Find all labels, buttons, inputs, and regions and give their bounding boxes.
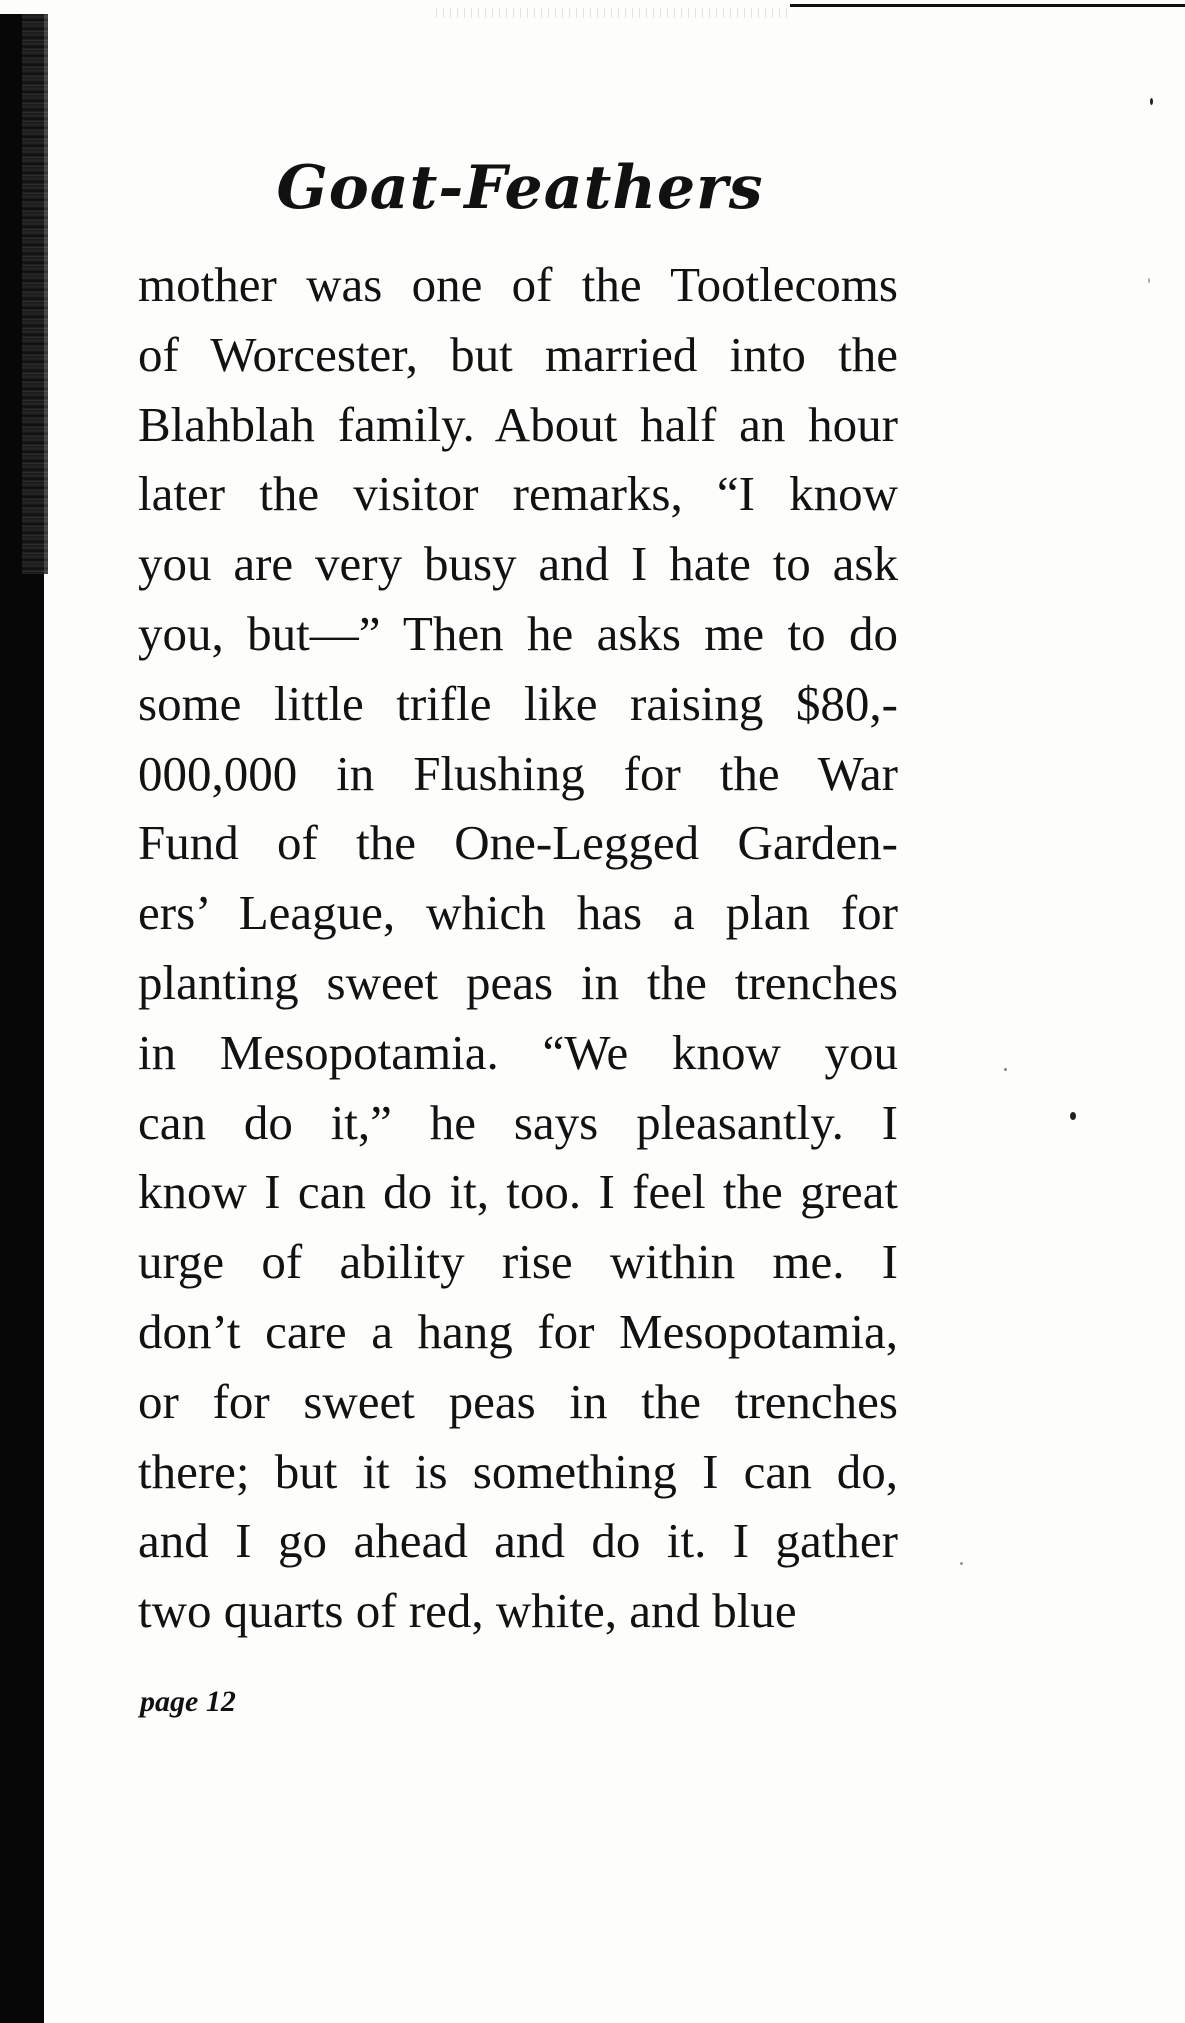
- text-line: can do it,” he says pleasantly. I: [138, 1094, 898, 1150]
- ink-speck: [1150, 98, 1153, 105]
- ink-speck: [1070, 1112, 1076, 1120]
- text-line: mother was one of the Tootlecoms: [138, 257, 898, 312]
- text-line: later the visitor remarks, “I know: [138, 466, 898, 522]
- ink-speck: [1148, 278, 1150, 283]
- page-number: page 12: [140, 1685, 236, 1718]
- text-line: Blahblah family. About half an hour: [138, 396, 898, 452]
- body-text: [138, 250, 898, 1646]
- text-line: there; but it is something I can do,: [138, 1443, 898, 1499]
- text-line: Fund of the One-Legged Garden-: [138, 815, 898, 871]
- text-line: ers’ League, which has a plan for: [138, 885, 898, 941]
- text-line: and I go ahead and do it. I gather: [138, 1513, 898, 1569]
- text-line: urge of ability rise within me. I: [138, 1234, 898, 1290]
- ink-speck: [960, 1562, 963, 1565]
- text-line: don’t care a hang for Mesopotamia,: [138, 1303, 898, 1359]
- text-line: 000,000 in Flushing for the War: [138, 745, 898, 801]
- text-line: of Worcester, but married into the: [138, 326, 898, 382]
- ink-speck: [1004, 1068, 1007, 1071]
- scan-edge-rule: [790, 4, 1185, 7]
- scan-noise: [430, 8, 790, 18]
- text-line: or for sweet peas in the trenches: [138, 1373, 898, 1429]
- text-line: you are very busy and I hate to ask: [138, 536, 898, 592]
- running-head: Goat-Feathers: [276, 153, 764, 223]
- text-line: two quarts of red, white, and blue: [138, 1583, 797, 1639]
- text-line: know I can do it, too. I feel the great: [138, 1164, 898, 1220]
- text-line: in Mesopotamia. “We know you: [138, 1024, 898, 1080]
- text-line: planting sweet peas in the trenches: [138, 954, 898, 1010]
- text-line: you, but—” Then he asks me to do: [138, 605, 898, 661]
- text-line: some little trifle like raising $80,-: [138, 675, 898, 731]
- binding-texture: [22, 14, 48, 574]
